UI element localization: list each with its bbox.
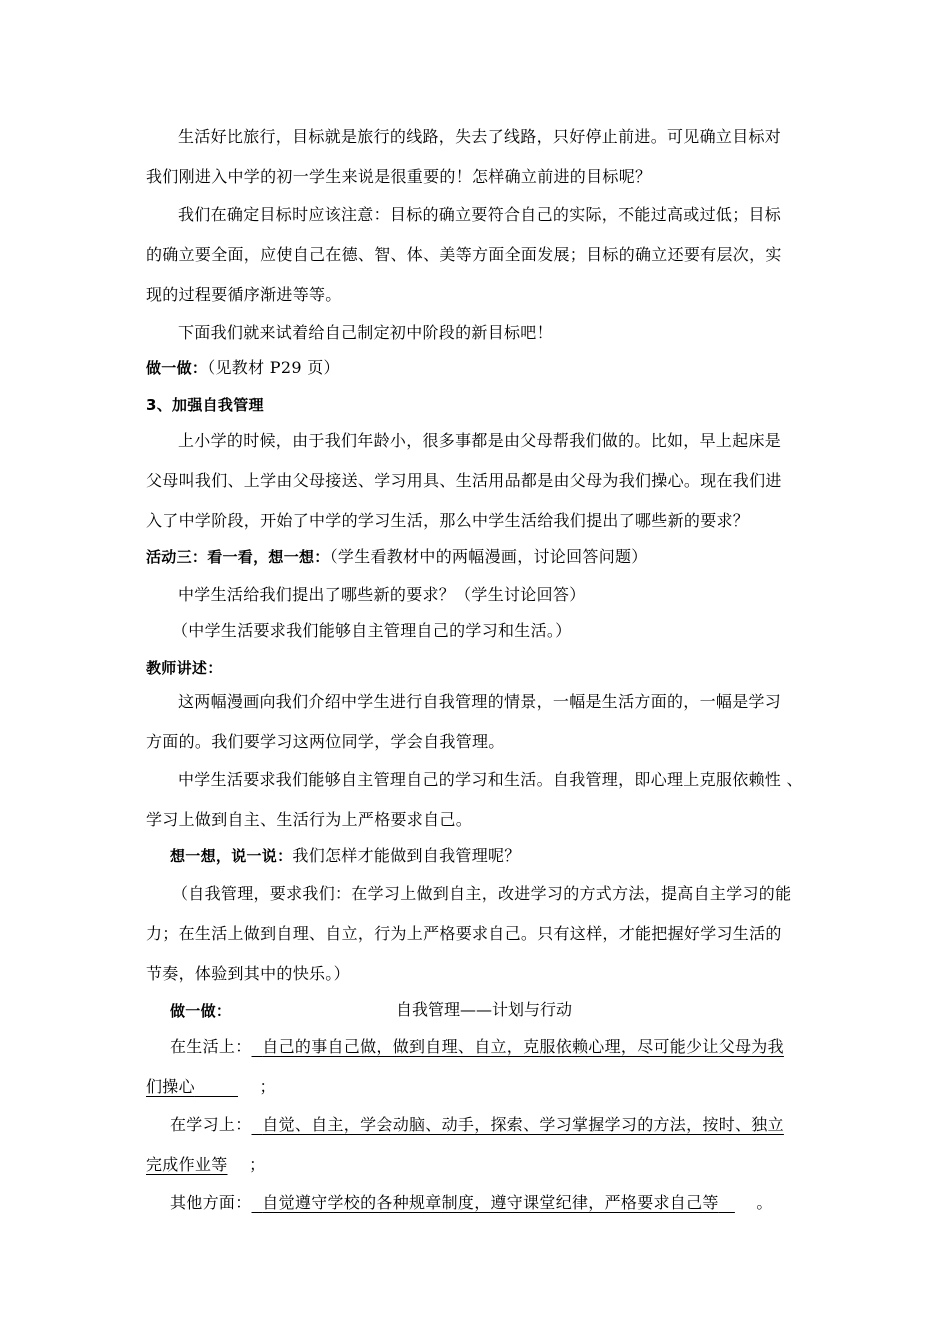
paragraph-line: 的确立要全面，应使自己在德、智、体、美等方面全面发展；目标的确立还要有层次，实 xyxy=(146,245,782,264)
other-label: 其他方面： xyxy=(170,1193,252,1212)
paragraph-line: 上小学的时候，由于我们年龄小，很多事都是由父母帮我们做的。比如，早上起床是 xyxy=(178,431,782,450)
answer-line: （中学生活要求我们能够自主管理自己的学习和生活。） xyxy=(172,621,572,640)
plan-life-line-2: 们操心 ； xyxy=(146,1077,276,1096)
life-fill: 自己的事自己做，做到自理、自立，克服依赖心理，尽可能少让父母为我 xyxy=(262,1037,784,1056)
paragraph-line: 力；在生活上做到自理、自立，行为上严格要求自己。只有这样，才能把握好学习生活的 xyxy=(146,924,782,943)
question-line: 中学生活给我们提出了哪些新的要求？（学生讨论回答） xyxy=(178,585,586,604)
doit2-label: 做一做： xyxy=(170,1002,232,1020)
teacher-label: 教师讲述： xyxy=(146,659,223,677)
paragraph-line: 方面的。我们要学习这两位同学，学会自我管理。 xyxy=(146,732,505,751)
paragraph-line: 入了中学阶段，开始了中学的学习生活，那么中学生活给我们提出了哪些新的要求？ xyxy=(146,511,750,530)
paragraph-line: 这两幅漫画向我们介绍中学生进行自我管理的情景，一幅是生活方面的，一幅是学习 xyxy=(178,692,782,711)
study-fill: 自觉、自主，学会动脑、动手，探索、学习掌握学习的方法，按时、独立 xyxy=(262,1115,784,1134)
paragraph-line: 生活好比旅行，目标就是旅行的线路，失去了线路，只好停止前进。可见确立目标对 xyxy=(178,127,782,146)
think-label: 想一想，说一说： xyxy=(170,847,293,865)
section-heading: 3、加强自我管理 xyxy=(146,396,264,414)
other-fill: 自觉遵守学校的各种规章制度，遵守课堂纪律，严格要求自己等 xyxy=(262,1193,719,1212)
think-line xyxy=(170,845,521,867)
study-fill-2: 完成作业等 xyxy=(146,1155,228,1174)
doit-label: 做一做： xyxy=(146,359,208,377)
paragraph-line: （自我管理，要求我们：在学习上做到自主，改进学习的方式方法，提高自主学习的能 xyxy=(172,884,792,903)
doit-text: （见教材 P29 页） xyxy=(207,358,340,377)
paragraph-line: 父母叫我们、上学由父母接送、学习用具、生活用品都是由父母为我们操心。现在我们进 xyxy=(146,471,782,490)
plan-other-line: 其他方面： 自觉遵守学校的各种规章制度，遵守课堂纪律，严格要求自己等 。 xyxy=(170,1193,773,1212)
plan-title: 自我管理——计划与行动 xyxy=(396,1000,573,1019)
plan-study-line-2: 完成作业等 ； xyxy=(146,1155,266,1174)
activity-text: （学生看教材中的两幅漫画，讨论回答问题） xyxy=(329,547,648,566)
paragraph-line: 我们刚进入中学的初一学生来说是很重要的！怎样确立前进的目标呢？ xyxy=(146,167,652,186)
paragraph-line: 节奏，体验到其中的快乐。） xyxy=(146,964,350,983)
life-fill-2: 们操心 xyxy=(146,1077,195,1096)
life-label: 在生活上： xyxy=(170,1037,252,1056)
paragraph-line: 现的过程要循序渐进等等。 xyxy=(146,285,342,304)
think-text: 我们怎样才能做到自我管理呢？ xyxy=(292,846,521,865)
paragraph-line: 中学生活要求我们能够自主管理自己的学习和生活。自我管理，即心理上克服依赖性 、 xyxy=(178,770,803,789)
activity-label: 活动三：看一看，想一想： xyxy=(146,548,330,566)
doit-line xyxy=(146,357,340,379)
plan-life-line xyxy=(170,1036,784,1058)
activity-line xyxy=(146,546,648,568)
paragraph-line: 学习上做到自主、生活行为上严格要求自己。 xyxy=(146,810,473,829)
plan-study-line xyxy=(170,1114,784,1136)
study-label: 在学习上： xyxy=(170,1115,252,1134)
paragraph-line: 我们在确定目标时应该注意：目标的确立要符合自己的实际，不能过高或过低；目标 xyxy=(178,205,782,224)
paragraph-line: 下面我们就来试着给自己制定初中阶段的新目标吧！ xyxy=(178,323,553,342)
